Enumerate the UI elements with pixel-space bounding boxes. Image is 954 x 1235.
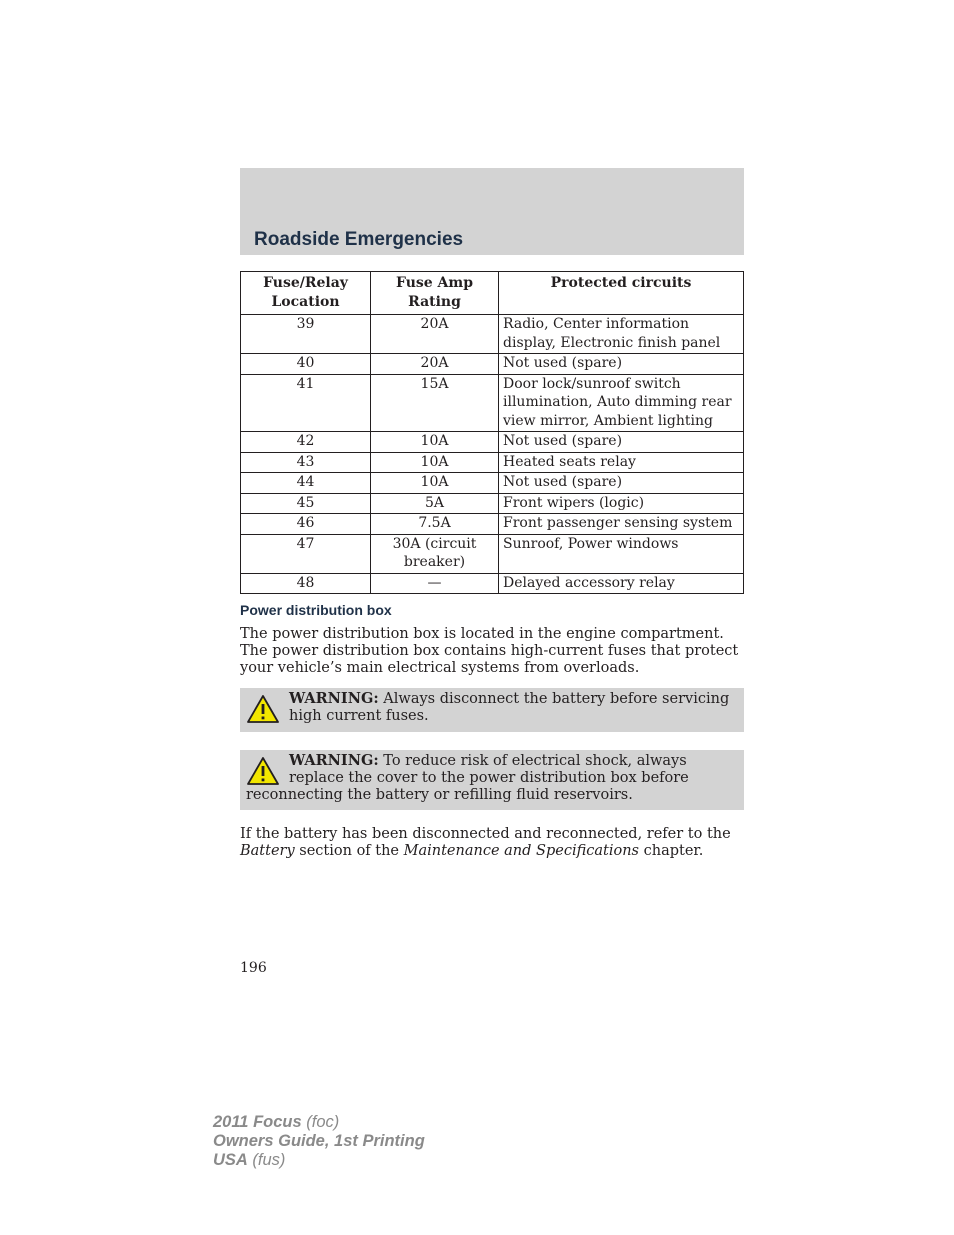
table-row: [241, 374, 744, 432]
header-rating-line1: Fuse Amp: [396, 275, 473, 291]
cell-location: 46: [241, 514, 371, 535]
warning-text: To reduce risk of electrical shock, always replace the cover to the power distribution box before reconnecting the battery or refilling fluid reservoirs.: [246, 753, 689, 803]
cell-rating: 5A: [371, 493, 499, 514]
table-header-row: [241, 272, 744, 315]
table-row: [241, 514, 744, 535]
footer-guide: Owners Guide, 1st Printing: [213, 1132, 425, 1150]
cell-rating: 10A: [371, 452, 499, 473]
cell-circuits: Not used (spare): [499, 432, 744, 453]
table-row: [241, 534, 744, 573]
fuse-table: [240, 271, 744, 594]
closing-text-3: chapter.: [639, 842, 704, 859]
closing-text-2: section of the: [294, 842, 404, 859]
warning-triangle-icon: [246, 756, 280, 786]
footer-line-3: [213, 1151, 425, 1170]
table-row: [241, 493, 744, 514]
warning-triangle-icon: [246, 694, 280, 724]
cell-location: 39: [241, 315, 371, 354]
header-location-line2: Location: [271, 293, 340, 310]
cell-rating: 30A (circuit breaker): [371, 534, 499, 573]
footer-model-code: (foc): [301, 1113, 340, 1131]
table-row: [241, 452, 744, 473]
footer-line-1: [213, 1113, 425, 1132]
cell-location: 45: [241, 493, 371, 514]
closing-text-1: If the battery has been disconnected and reconnected, refer to the: [240, 826, 731, 842]
header-rating-line2: Rating: [408, 293, 461, 310]
warning-text: Always disconnect the battery before servicing high current fuses.: [289, 691, 730, 724]
cell-circuits: Sunroof, Power windows: [499, 534, 744, 573]
cell-location: 40: [241, 354, 371, 375]
header-location: [241, 272, 371, 315]
print-footer: [213, 1113, 425, 1170]
cell-rating: 20A: [371, 354, 499, 375]
cell-rating: 10A: [371, 473, 499, 494]
cell-location: 48: [241, 573, 371, 594]
header-rating: [371, 272, 499, 315]
cell-location: 41: [241, 374, 371, 432]
chapter-reference: Maintenance and Specifications: [403, 842, 639, 859]
table-row: [241, 573, 744, 594]
warning-box: [240, 750, 744, 810]
table-row: [241, 315, 744, 354]
cell-circuits: Radio, Center information display, Electronic finish panel: [499, 315, 744, 354]
cell-location: 47: [241, 534, 371, 573]
cell-rating: 20A: [371, 315, 499, 354]
header-circuits: Protected circuits: [499, 272, 744, 315]
closing-paragraph: [240, 826, 744, 860]
cell-location: 44: [241, 473, 371, 494]
footer-model: 2011 Focus: [213, 1113, 302, 1131]
footer-market: USA: [213, 1151, 248, 1169]
cell-rating: 15A: [371, 374, 499, 432]
chapter-title: Roadside Emergencies: [254, 229, 464, 250]
footer-market-code: (fus): [247, 1151, 286, 1169]
cell-circuits: Front wipers (logic): [499, 493, 744, 514]
cell-circuits: Not used (spare): [499, 473, 744, 494]
cell-rating: 10A: [371, 432, 499, 453]
page-number: 196: [240, 960, 267, 976]
cell-circuits: Not used (spare): [499, 354, 744, 375]
cell-location: 42: [241, 432, 371, 453]
cell-circuits: Front passenger sensing system: [499, 514, 744, 535]
cell-circuits: Door lock/sunroof switch illumination, Auto dimming rear view mirror, Ambient lighting: [499, 374, 744, 432]
battery-reference: Battery: [240, 842, 295, 859]
header-location-line1: Fuse/Relay: [263, 275, 348, 291]
table-row: [241, 473, 744, 494]
warning-label: WARNING:: [289, 752, 379, 769]
cell-circuits: Heated seats relay: [499, 452, 744, 473]
cell-rating: —: [371, 573, 499, 594]
section-title: Power distribution box: [240, 602, 392, 618]
cell-location: 43: [241, 452, 371, 473]
warning-label: WARNING:: [289, 690, 379, 707]
cell-rating: 7.5A: [371, 514, 499, 535]
table-row: [241, 432, 744, 453]
chapter-header-band: [240, 168, 744, 255]
warning-box: [240, 688, 744, 732]
table-row: [241, 354, 744, 375]
footer-line-2: [213, 1132, 425, 1151]
cell-circuits: Delayed accessory relay: [499, 573, 744, 594]
intro-paragraph: The power distribution box is located in the engine compartment. The power distribution box contains high-current fuses that protect your vehicle’s main electrical systems from overloads.: [240, 626, 739, 676]
